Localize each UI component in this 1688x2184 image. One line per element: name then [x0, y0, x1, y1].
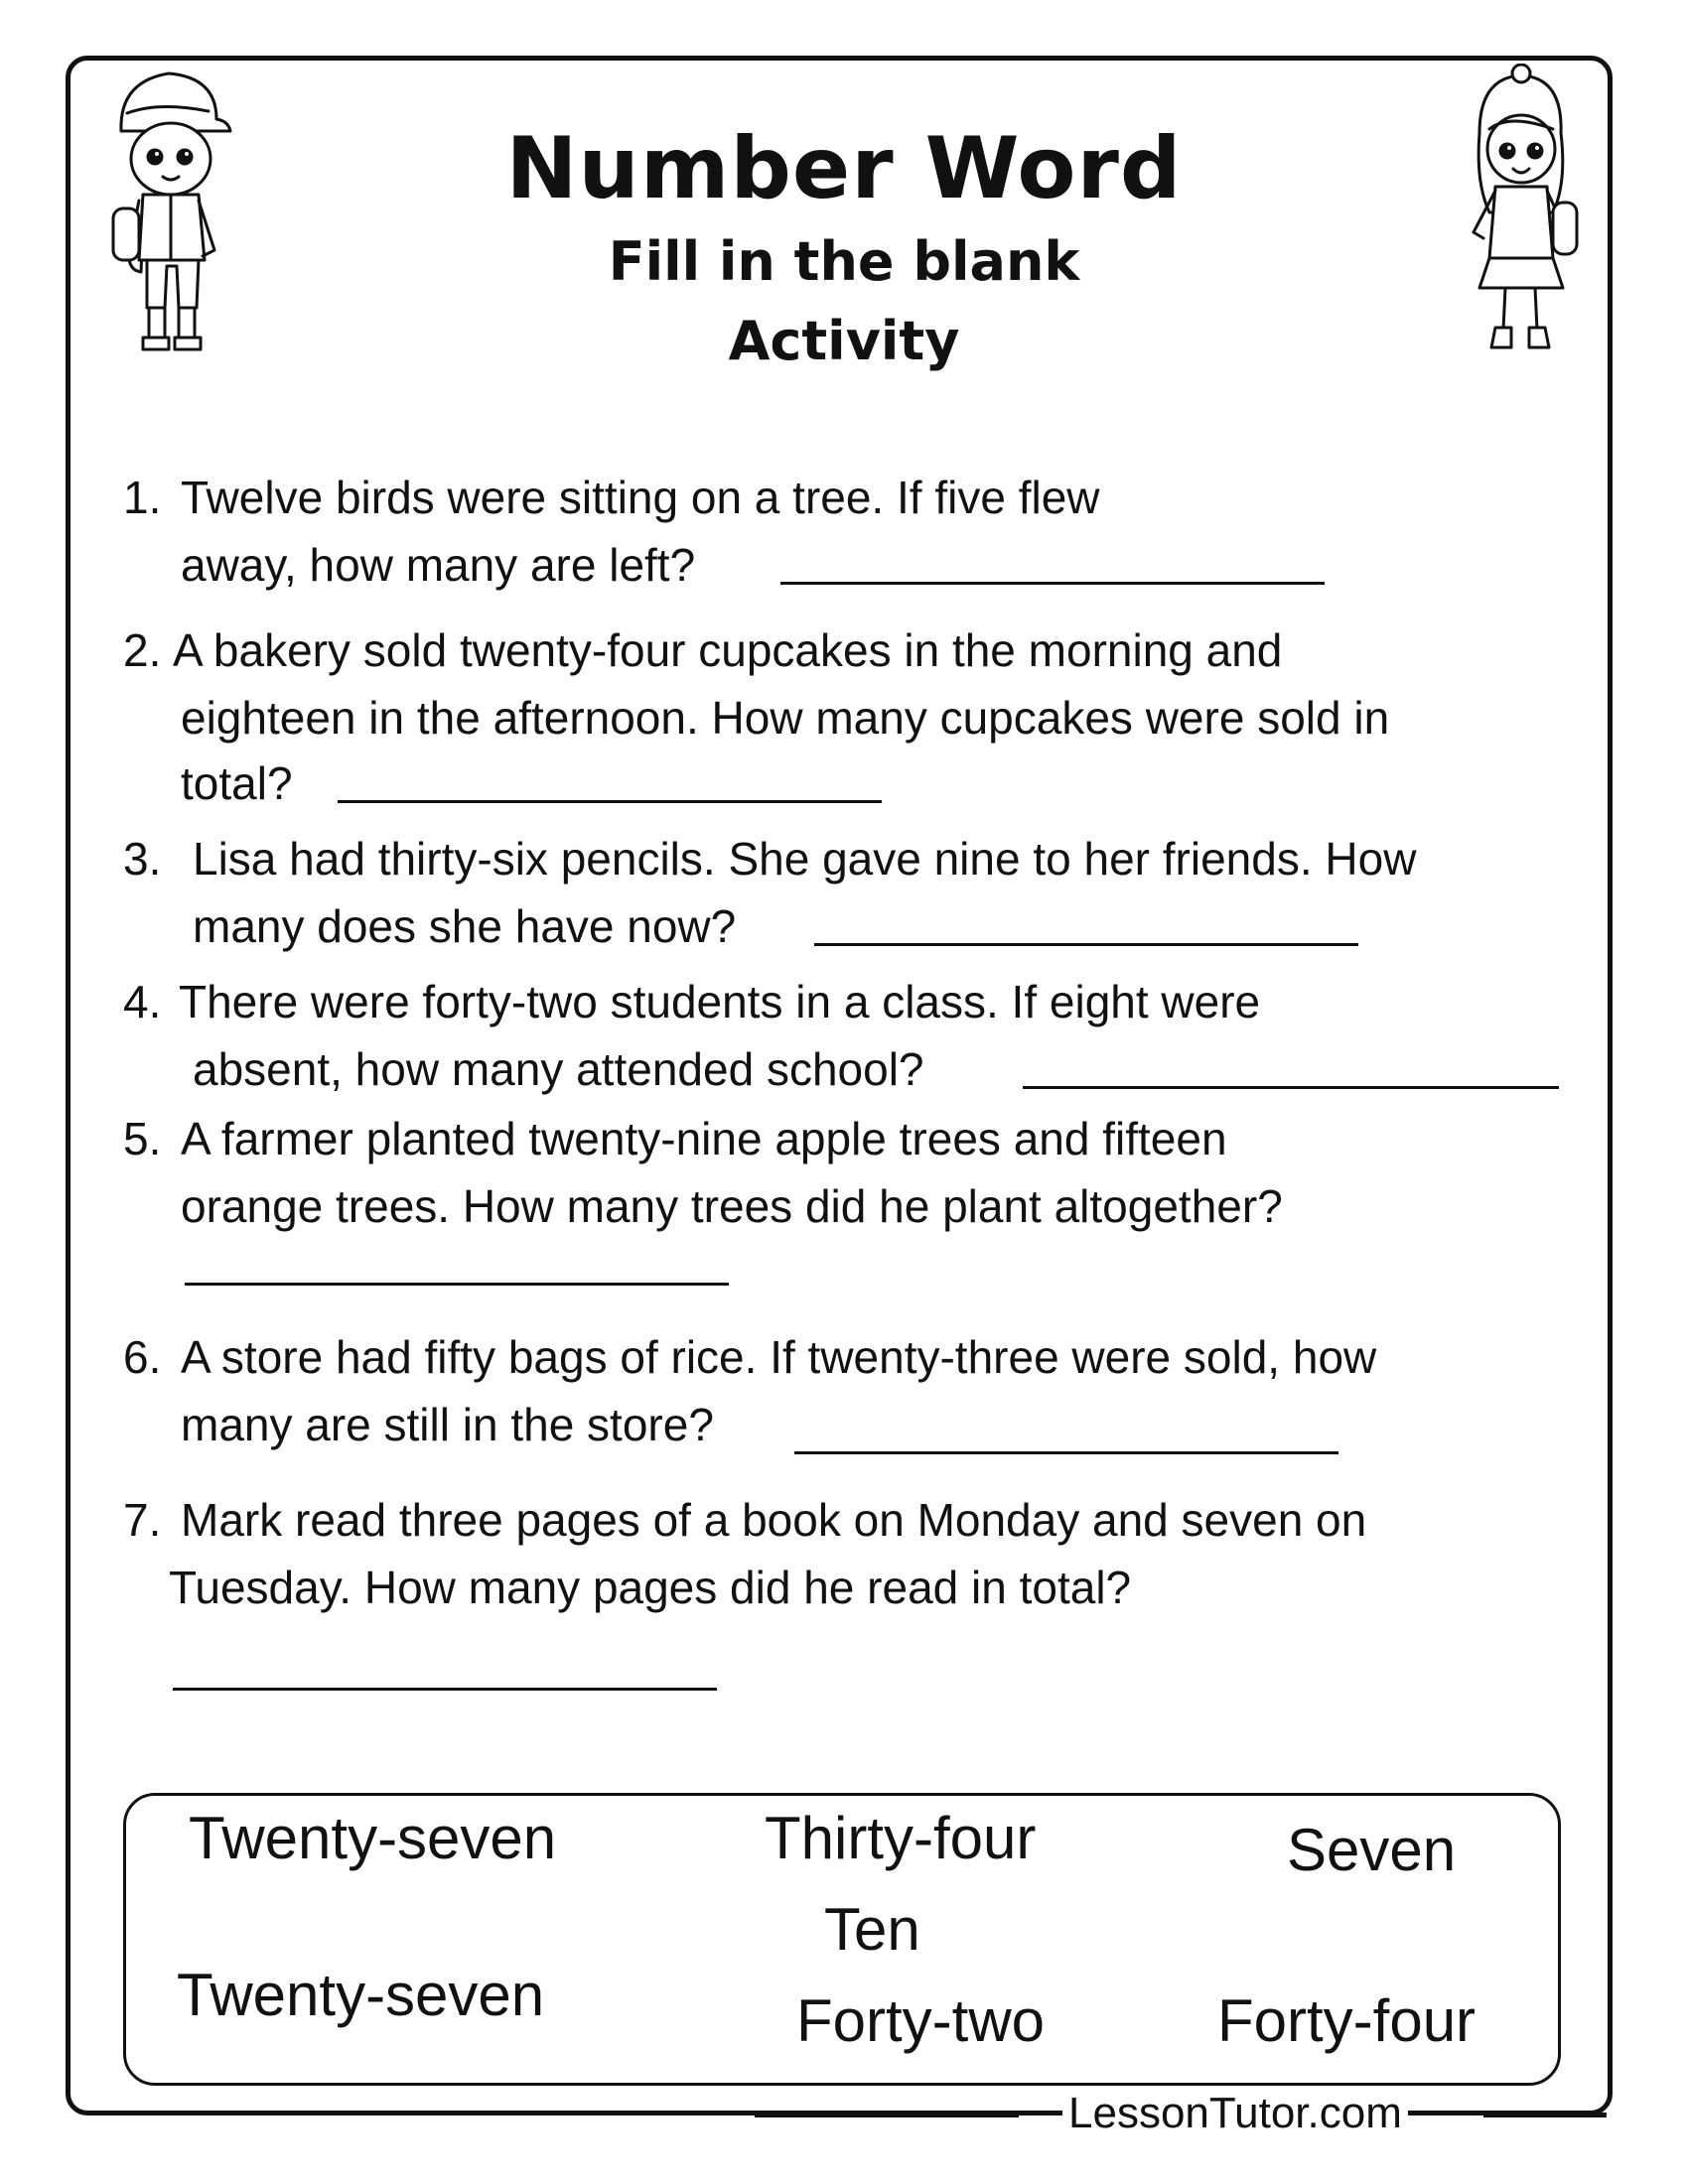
word-bank-item: Twenty-seven: [177, 1962, 545, 2028]
question-text: Mark read three pages of a book on Monday and seven on: [181, 1494, 1367, 1546]
footer-divider-right: [1483, 2113, 1607, 2117]
footer-divider-left: [755, 2113, 1019, 2117]
word-bank-item: Thirty-four: [765, 1805, 1037, 1871]
worksheet-title: Number Word: [505, 119, 1183, 218]
question-text: absent, how many attended school?: [193, 1043, 924, 1095]
question-text: many are still in the store?: [181, 1399, 714, 1450]
answer-blank[interactable]: [794, 1451, 1338, 1454]
question-number: 3.: [123, 833, 162, 885]
question-text: Lisa had thirty-six pencils. She gave nine to her friends. How: [193, 833, 1417, 885]
question-text: eighteen in the afternoon. How many cupcakes were sold in: [181, 692, 1390, 744]
question-text: Twelve birds were sitting on a tree. If five flew: [181, 472, 1100, 523]
question-number: 5.: [123, 1113, 162, 1164]
question-number: 7.: [123, 1494, 162, 1546]
footer-site: LessonTutor.com: [1062, 2092, 1408, 2135]
answer-blank[interactable]: [173, 1688, 717, 1691]
question-text: total?: [181, 757, 293, 809]
worksheet-subtitle-activity: Activity: [728, 310, 960, 372]
word-bank-item: Seven: [1287, 1817, 1457, 1883]
question-text: A bakery sold twenty-four cupcakes in the morning and: [173, 624, 1283, 676]
question-text: There were forty-two students in a class. If eight were: [179, 976, 1261, 1027]
answer-blank[interactable]: [780, 582, 1325, 585]
question-number: 2.: [123, 624, 162, 676]
question-number: 1.: [123, 472, 162, 523]
answer-blank[interactable]: [814, 943, 1358, 946]
worksheet-subtitle: Fill in the blank: [608, 230, 1080, 293]
word-bank-item: Forty-four: [1217, 1987, 1477, 2054]
question-text: A store had fifty bags of rice. If twenty-three were sold, how: [181, 1331, 1377, 1383]
question-text: many does she have now?: [193, 900, 737, 952]
question-number: 4.: [123, 976, 162, 1027]
question-text: orange trees. How many trees did he plant altogether?: [181, 1180, 1283, 1232]
answer-blank[interactable]: [185, 1283, 729, 1286]
word-bank-item: Twenty-seven: [189, 1805, 557, 1871]
question-number: 6.: [123, 1331, 162, 1383]
question-text: A farmer planted twenty-nine apple trees and fifteen: [181, 1113, 1227, 1164]
word-bank-item: Forty-two: [796, 1987, 1046, 2054]
question-text: away, how many are left?: [181, 539, 696, 591]
question-text: Tuesday. How many pages did he read in total?: [169, 1562, 1132, 1613]
answer-blank[interactable]: [1023, 1086, 1559, 1089]
answer-blank[interactable]: [338, 800, 882, 803]
word-bank-item: Ten: [824, 1896, 920, 1963]
